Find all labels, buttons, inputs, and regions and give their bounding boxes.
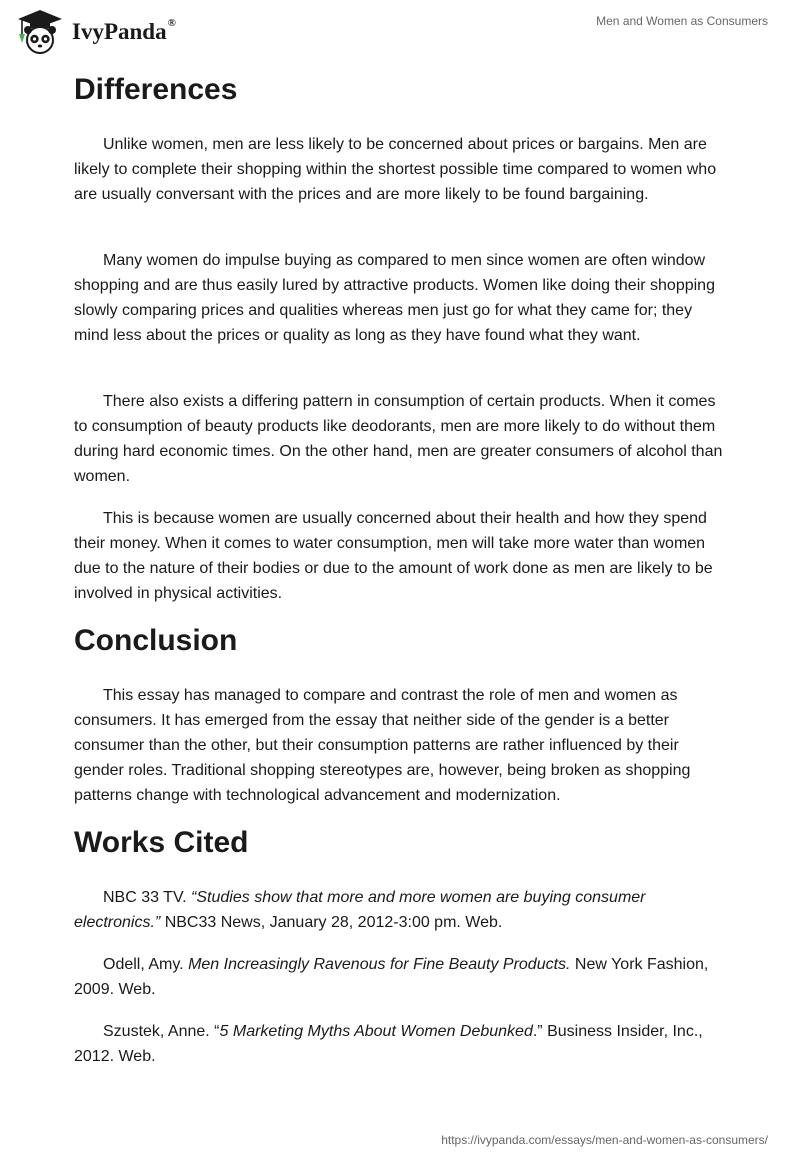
paragraph: Many women do impulse buying as compared to men since women are often window shopping and are thus easily lured by attractive products. Women like doing their shopping slowly comparing prices and qualities whereas men just go for what they came for; they mind less about the prices or quality as long as they have found what they want. — [74, 252, 715, 344]
page-title: Men and Women as Consumers — [596, 14, 768, 28]
ivypanda-logo[interactable] — [16, 9, 176, 55]
section-heading-works-cited: Works Cited — [74, 826, 249, 859]
section-heading-conclusion: Conclusion — [74, 624, 238, 657]
source-url[interactable]: https://ivypanda.com/essays/men-and-women-as-consumers/ — [441, 1133, 768, 1147]
panda-graduate-icon — [16, 10, 64, 54]
paragraph: This essay has managed to compare and contrast the role of men and women as consumers. It has emerged from the essay that neither side of the gender is a better consumer than the other, but their consumption patterns are rather influenced by their gender roles. Traditional shopping stereotypes are, however, being broken as shopping patterns change with technological advancement and modernization. — [74, 687, 691, 804]
citation-item: Odell, Amy. Men Increasingly Ravenous for Fine Beauty Products. New York Fashion, 2009. Web. — [74, 956, 709, 998]
citation-item: Szustek, Anne. “5 Marketing Myths About Women Debunked.” Business Insider, Inc., 2012. Web. — [74, 1023, 703, 1065]
section-heading-differences: Differences — [74, 73, 238, 106]
paragraph: There also exists a differing pattern in consumption of certain products. When it comes to consumption of beauty products like deodorants, men are more likely to do without them during hard economic times. On the other hand, men are greater consumers of alcohol than women. — [74, 393, 723, 485]
paragraph: This is because women are usually concerned about their health and how they spend their money. When it comes to water consumption, men will take more water than women due to the nature of their bodies or due to the amount of work done as men are likely to be involved in physical activities. — [74, 510, 713, 602]
paragraph: Unlike women, men are less likely to be concerned about prices or bargains. Men are likely to complete their shopping within the shortest possible time compared to women who are usually conversant with the prices and are more likely to be found bargaining. — [74, 136, 717, 203]
citation-item: NBC 33 TV. “Studies show that more and more women are buying consumer electronics.” NBC33 News, January 28, 2012-3:00 pm. Web. — [74, 889, 646, 931]
page-header — [0, 0, 800, 62]
brand-name: IvyPanda® — [72, 17, 176, 44]
